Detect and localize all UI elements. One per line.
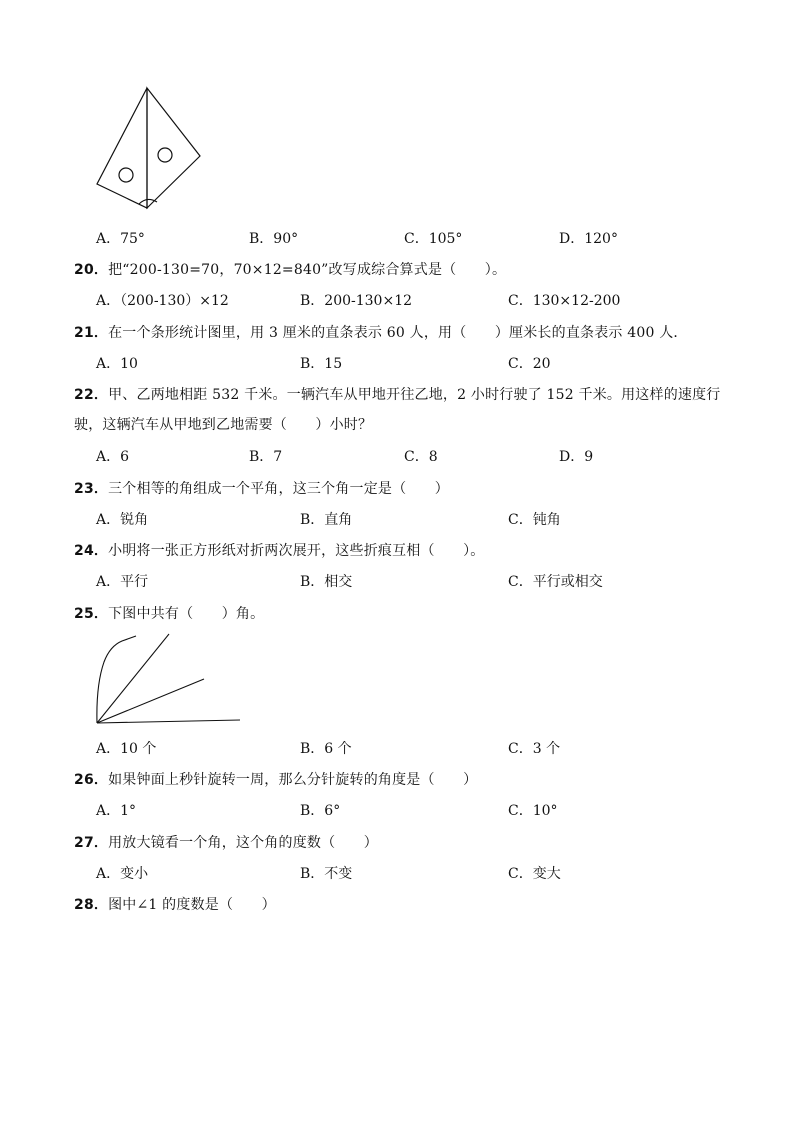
q19-option-c[interactable]: C．105°: [404, 231, 463, 247]
question-number: 24．: [74, 543, 109, 559]
q26-option-b[interactable]: B．6°: [300, 803, 341, 819]
question-number: 20．: [74, 262, 109, 278]
question-text: 下图中共有（ ）角。: [108, 606, 265, 622]
q27-option-a[interactable]: A．变小: [96, 866, 149, 882]
q22-option-d[interactable]: D．9: [559, 449, 594, 465]
ray-upper: [97, 634, 169, 723]
q27-option-b[interactable]: B．不变: [300, 866, 353, 882]
set-square-right: [147, 88, 200, 208]
q24-option-c[interactable]: C．平行或相交: [508, 574, 603, 590]
q25-option-c[interactable]: C．3 个: [508, 741, 561, 757]
question-text: 三个相等的角组成一个平角，这三个角一定是（ ）: [108, 481, 449, 497]
q23-option-a[interactable]: A．锐角: [96, 512, 149, 528]
q26-option-a[interactable]: A．1°: [96, 803, 137, 819]
q27-option-c[interactable]: C．变大: [508, 866, 561, 882]
ray-bottom: [97, 720, 240, 723]
q25-options: [96, 738, 776, 758]
q20-option-b[interactable]: B．200-130×12: [300, 293, 413, 309]
q25-option-a[interactable]: A．10 个: [96, 741, 157, 757]
question-27: [74, 832, 378, 852]
question-26: [74, 769, 477, 789]
question-24: [74, 540, 485, 560]
q22-options: [96, 446, 776, 466]
question-number: 26．: [74, 772, 109, 788]
question-text: 甲、乙两地相距 532 千米。一辆汽车从甲地开往乙地，2 小时行驶了 152 千米。用这样的速度行: [108, 387, 721, 403]
q21-options: [96, 353, 776, 373]
ray-middle: [97, 679, 204, 723]
question-22: [74, 384, 721, 404]
set-square-left: [97, 88, 147, 208]
question-number: 21．: [74, 325, 109, 341]
q23-option-b[interactable]: B．直角: [300, 512, 353, 528]
q19-options: [96, 228, 776, 248]
q19-option-b[interactable]: B．90°: [249, 231, 299, 247]
question-28: [74, 894, 276, 914]
q22-option-b[interactable]: B．7: [249, 449, 283, 465]
q21-option-a[interactable]: A．10: [96, 356, 138, 372]
q27-options: [96, 863, 776, 883]
q20-options: [96, 290, 776, 310]
question-text-line2: 驶，这辆汽车从甲地到乙地需要（ ）小时？: [74, 417, 373, 433]
question-number: 23．: [74, 481, 109, 497]
q19-option-d[interactable]: D．120°: [559, 231, 618, 247]
q22-option-a[interactable]: A．6: [96, 449, 130, 465]
question-text: 小明将一张正方形纸对折两次展开，这些折痕互相（ ）。: [108, 543, 485, 559]
q22-option-c[interactable]: C．8: [404, 449, 438, 465]
question-20: [74, 259, 506, 279]
question-text: 如果钟面上秒针旋转一周，那么分针旋转的角度是（ ）: [108, 772, 478, 788]
set-square-hole-right: [158, 148, 172, 162]
q21-option-c[interactable]: C．20: [508, 356, 551, 372]
q19-option-a[interactable]: A．75°: [96, 231, 145, 247]
q24-option-b[interactable]: B．相交: [300, 574, 353, 590]
rays-angle-figure: [90, 630, 250, 730]
q21-option-b[interactable]: B．15: [300, 356, 343, 372]
question-22-continued: [74, 414, 372, 434]
question-text: 在一个条形统计图里，用 3 厘米的直条表示 60 人，用（ ）厘米长的直条表示 400 人．: [108, 325, 688, 341]
question-text: 用放大镜看一个角，这个角的度数（ ）: [108, 835, 378, 851]
q24-options: [96, 571, 776, 591]
question-text: 把“200-130=70，70×12=840”改写成综合算式是（ ）。: [108, 262, 507, 278]
question-text: 图中∠1 的度数是（ ）: [108, 897, 276, 913]
q24-option-a[interactable]: A．平行: [96, 574, 149, 590]
q26-option-c[interactable]: C．10°: [508, 803, 558, 819]
question-number: 27．: [74, 835, 109, 851]
question-number: 22．: [74, 387, 109, 403]
set-square-hole-left: [119, 168, 133, 182]
question-25: [74, 603, 264, 623]
angle-arc: [139, 199, 157, 204]
question-21: [74, 322, 688, 342]
q20-option-a[interactable]: A．（200-130）×12: [96, 293, 229, 309]
set-square-figure: [90, 84, 210, 214]
question-23: [74, 478, 449, 498]
question-number: 28．: [74, 897, 109, 913]
question-number: 25．: [74, 606, 109, 622]
q23-options: [96, 509, 776, 529]
q26-options: [96, 800, 776, 820]
q20-option-c[interactable]: C．130×12-200: [508, 293, 621, 309]
q25-option-b[interactable]: B．6 个: [300, 741, 352, 757]
q23-option-c[interactable]: C．钝角: [508, 512, 561, 528]
